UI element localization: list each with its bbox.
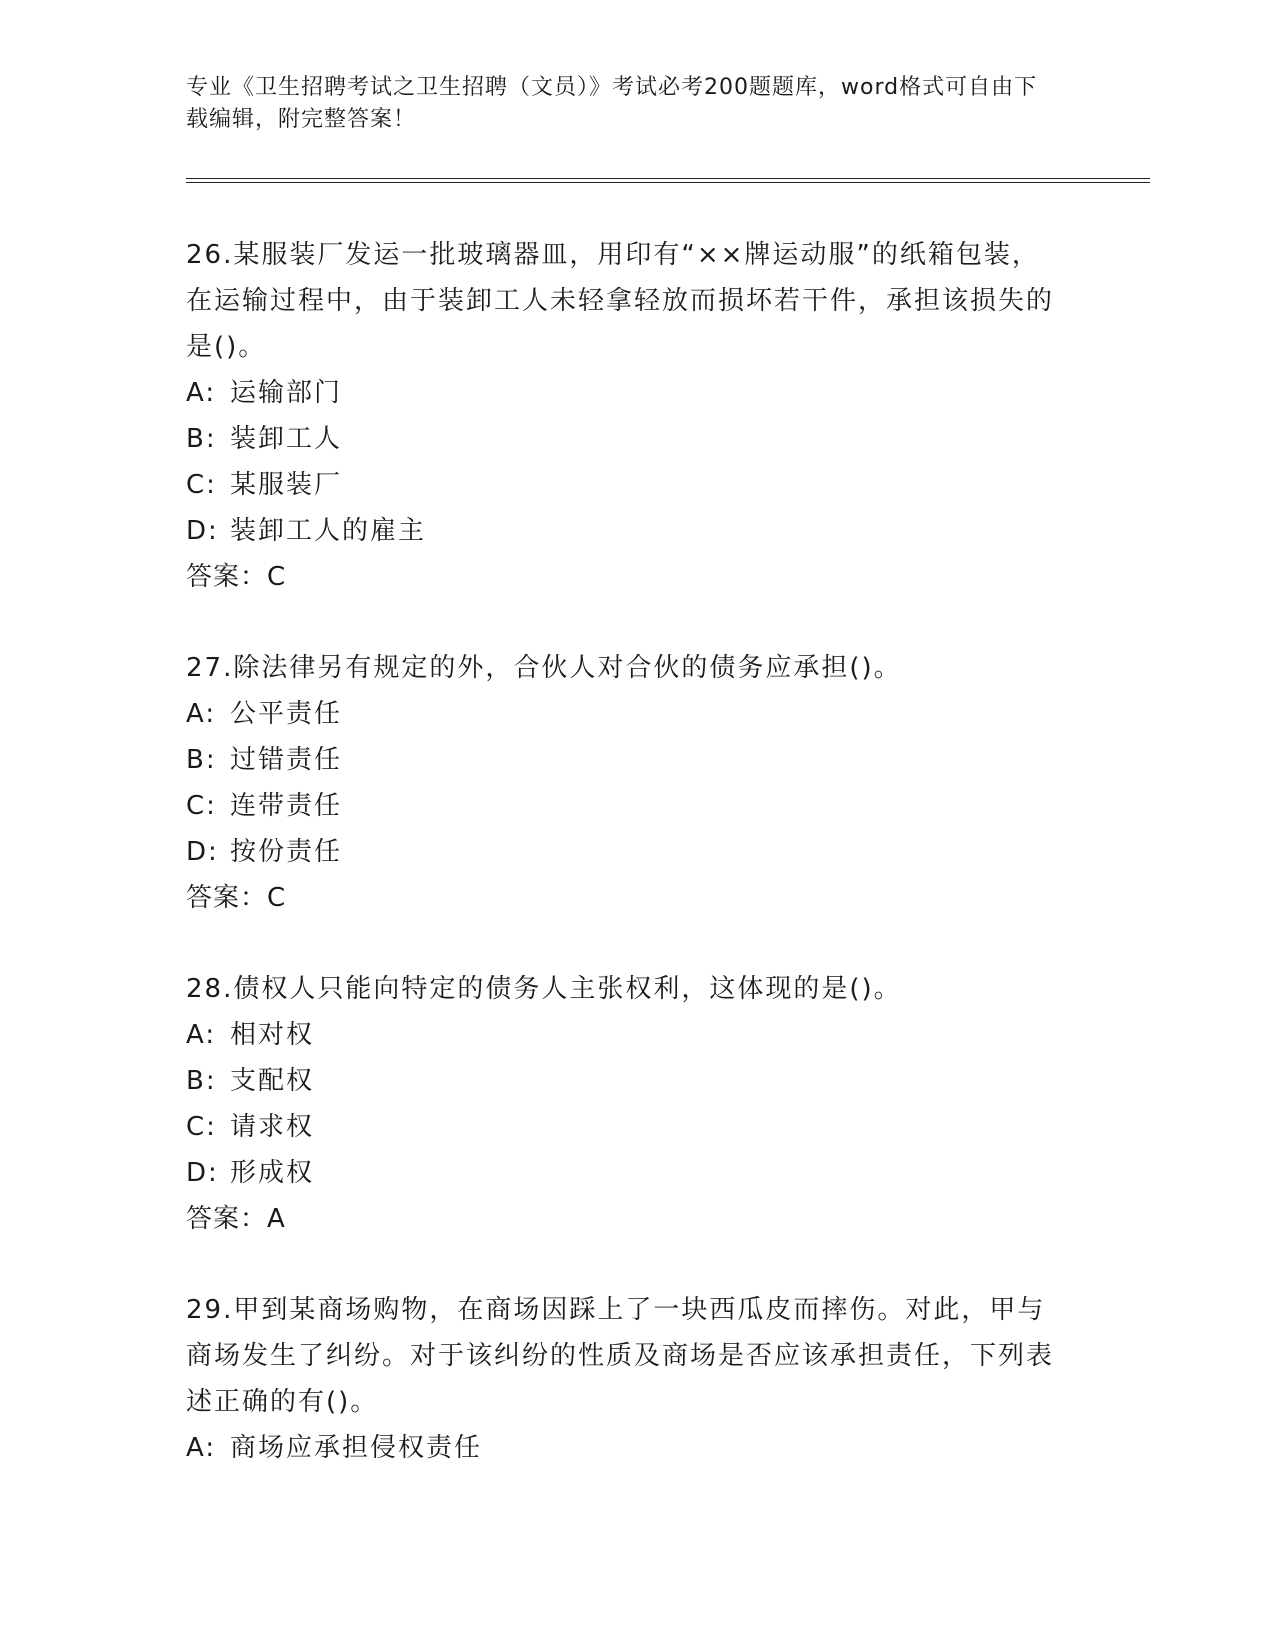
option-letter: B: — [186, 424, 217, 454]
question-27 — [186, 645, 1066, 921]
option-a — [186, 370, 1066, 416]
option-letter: A: — [186, 1433, 217, 1463]
option-d — [186, 508, 1066, 554]
option-text: 按份责任 — [230, 837, 343, 867]
option-b — [186, 737, 1066, 783]
option-letter: B: — [186, 1066, 217, 1096]
question-stem: 27.除法律另有规定的外，合伙人对合伙的债务应承担()。 — [186, 653, 902, 683]
option-a — [186, 1425, 1066, 1471]
question-stem: 28.债权人只能向特定的债务人主张权利，这体现的是()。 — [186, 974, 902, 1004]
option-letter: D: — [186, 516, 219, 546]
option-letter: C: — [186, 791, 217, 821]
header-divider-top — [186, 178, 1150, 179]
answer-line: 答案：A — [186, 1204, 286, 1234]
option-text: 连带责任 — [230, 791, 343, 821]
option-b — [186, 1058, 1066, 1104]
option-c — [186, 462, 1066, 508]
option-letter: D: — [186, 1158, 219, 1188]
option-text: 装卸工人 — [230, 424, 343, 454]
option-letter: A: — [186, 699, 217, 729]
question-stem: 26.某服装厂发运一批玻璃器皿，用印有“××牌运动服”的纸箱包装，在运输过程中，由于装卸工人未轻拿轻放而损坏若干件，承担该损失的是()。 — [186, 240, 1055, 362]
question-28 — [186, 966, 1066, 1242]
option-text: 支配权 — [230, 1066, 315, 1096]
option-d — [186, 1150, 1066, 1196]
option-b — [186, 416, 1066, 462]
option-text: 过错责任 — [230, 745, 343, 775]
option-letter: B: — [186, 745, 217, 775]
option-text: 商场应承担侵权责任 — [230, 1433, 483, 1463]
option-c — [186, 1104, 1066, 1150]
option-a — [186, 691, 1066, 737]
option-text: 某服装厂 — [230, 470, 343, 500]
option-letter: A: — [186, 1020, 217, 1050]
question-29 — [186, 1287, 1066, 1471]
option-text: 装卸工人的雇主 — [230, 516, 427, 546]
option-c — [186, 783, 1066, 829]
header-divider-bottom — [186, 182, 1150, 183]
option-letter: C: — [186, 1112, 217, 1142]
option-text: 形成权 — [230, 1158, 315, 1188]
option-a — [186, 1012, 1066, 1058]
answer-line: 答案：C — [186, 562, 287, 592]
document-header: 专业《卫生招聘考试之卫生招聘（文员）》考试必考200题题库，word格式可自由下载编辑，附完整答案！ — [186, 75, 1038, 132]
option-text: 公平责任 — [230, 699, 343, 729]
option-letter: D: — [186, 837, 219, 867]
option-d — [186, 829, 1066, 875]
option-letter: A: — [186, 378, 217, 408]
option-text: 运输部门 — [230, 378, 343, 408]
answer-line: 答案：C — [186, 883, 287, 913]
question-26 — [186, 232, 1066, 600]
option-letter: C: — [186, 470, 217, 500]
option-text: 相对权 — [230, 1020, 315, 1050]
option-text: 请求权 — [230, 1112, 315, 1142]
question-stem: 29.甲到某商场购物，在商场因踩上了一块西瓜皮而摔伤。对此，甲与商场发生了纠纷。对于该纠纷的性质及商场是否应该承担责任，下列表述正确的有()。 — [186, 1295, 1055, 1417]
